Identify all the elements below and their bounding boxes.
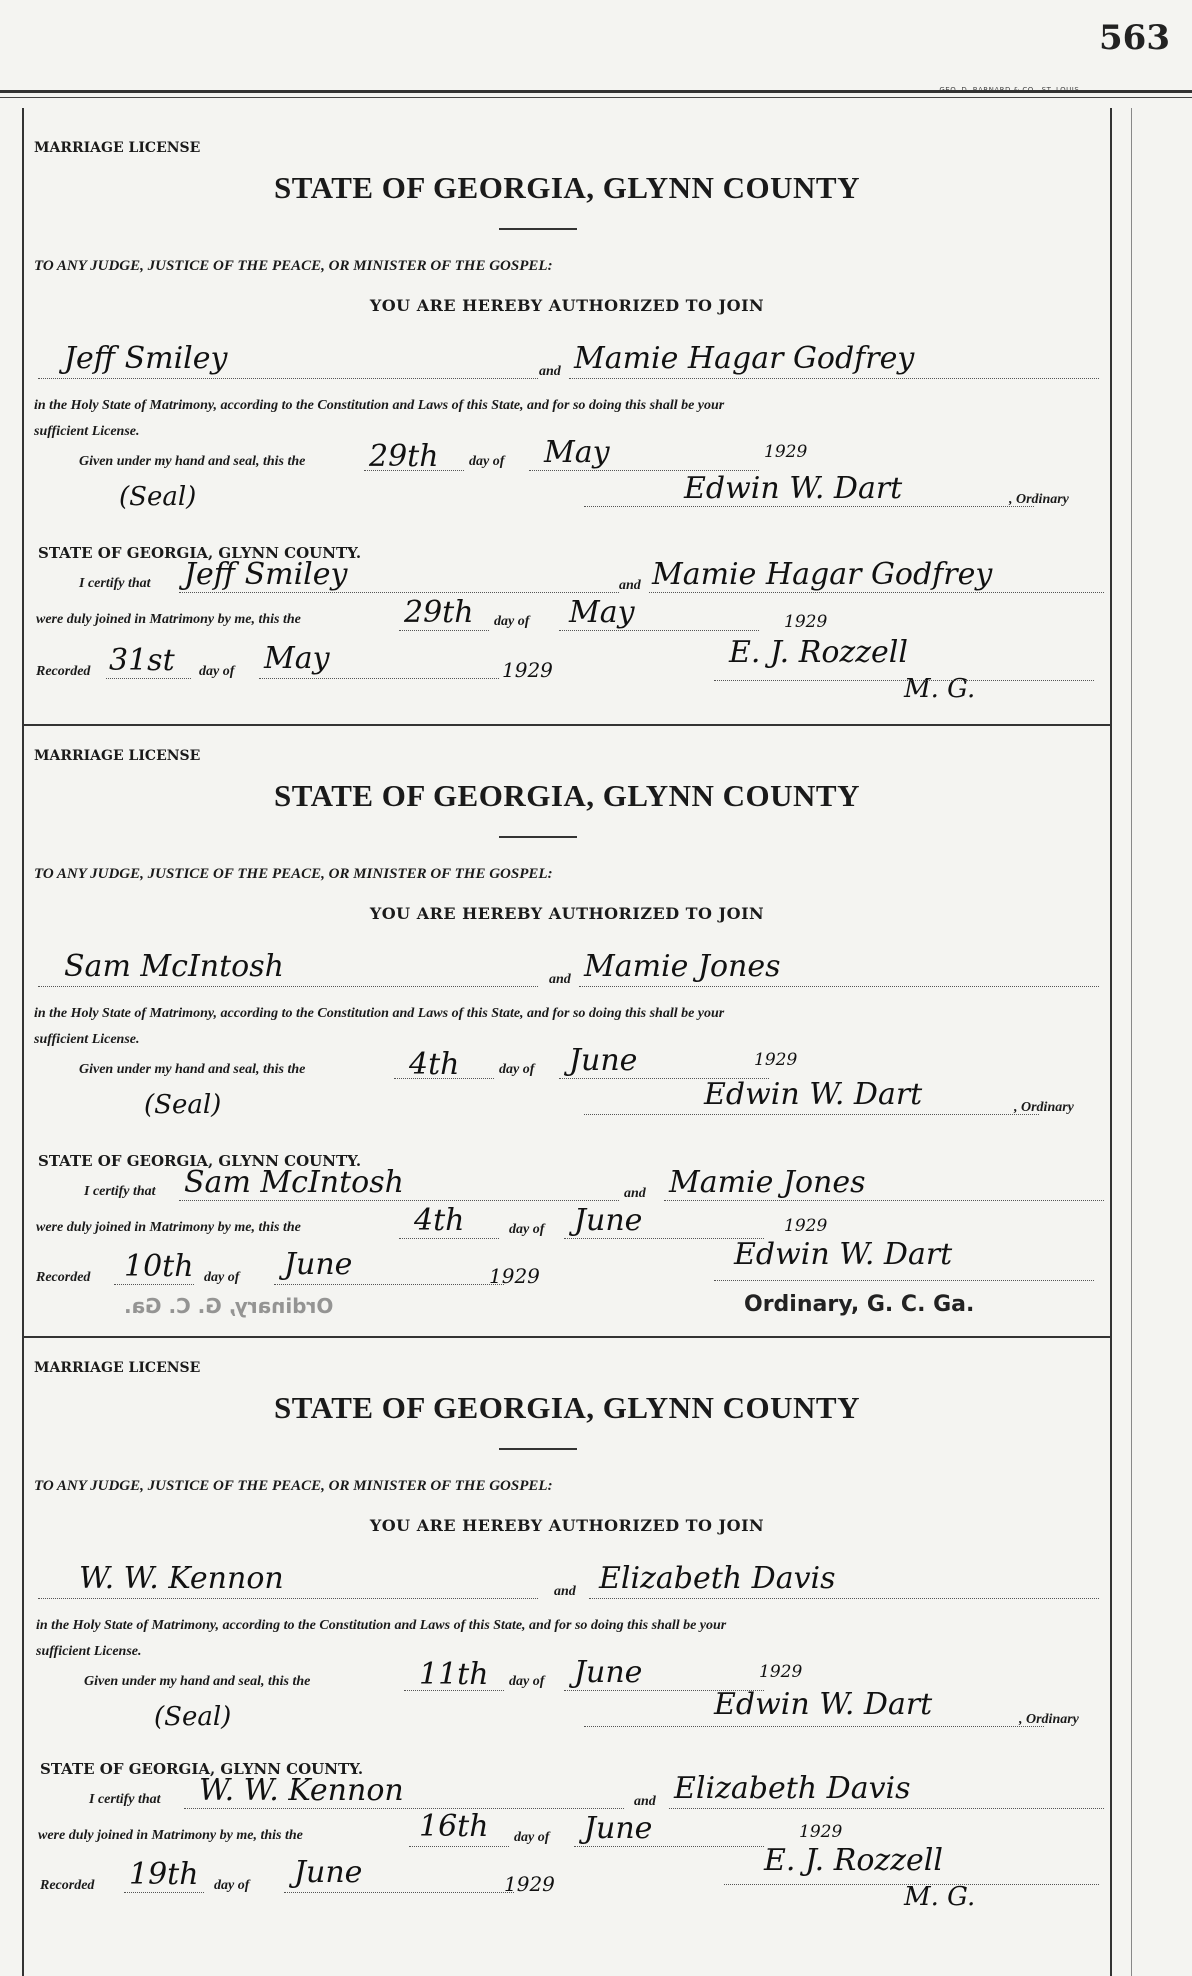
- license-label: MARRIAGE LICENSE: [34, 748, 201, 764]
- bride-line: [569, 378, 1099, 379]
- top-rule: [0, 90, 1192, 93]
- state-title: STATE OF GEORGIA, GLYNN COUNTY: [273, 778, 860, 813]
- cert-groom-line: [179, 592, 619, 593]
- duly-joined: were duly joined in Matrimony by me, this the: [36, 1220, 301, 1235]
- recorded-year: 1929: [489, 1264, 540, 1288]
- sufficient-license: sufficient License.: [34, 1032, 140, 1047]
- cert-bride: Elizabeth Davis: [674, 1771, 911, 1806]
- license-month: June: [574, 1655, 643, 1690]
- recorded-label: Recorded: [40, 1878, 95, 1893]
- officiant-signature: E. J. Rozzell: [729, 635, 908, 670]
- ordinary-line: [584, 1726, 1044, 1727]
- cert-state: STATE OF GEORGIA, GLYNN COUNTY.: [38, 544, 362, 562]
- authorized-line: YOU ARE HEREBY AUTHORIZED TO JOIN: [369, 904, 765, 923]
- recorded-day-of: day of: [199, 664, 235, 679]
- page-number: 563: [1099, 18, 1170, 58]
- ordinary-line: [584, 506, 1034, 507]
- day-of-label: day of: [499, 1062, 535, 1077]
- groom-line: [38, 378, 538, 379]
- officiant-line: [724, 1884, 1099, 1885]
- married-day: 4th: [414, 1203, 465, 1238]
- and-label: and: [554, 1584, 576, 1599]
- license-day-line: [394, 1078, 494, 1079]
- officiant-title: M. G.: [904, 674, 976, 704]
- officiant-signature: E. J. Rozzell: [764, 1843, 943, 1878]
- license-day-line: [404, 1690, 504, 1691]
- ordinary-label: , Ordinary: [1019, 1712, 1079, 1727]
- ordinary-stamp: Ordinary, G. C. Ga.: [744, 1292, 975, 1317]
- bride-line: [579, 986, 1099, 987]
- recorded-day: 10th: [124, 1249, 194, 1284]
- i-certify: I certify that: [84, 1184, 156, 1199]
- recorded-month: June: [284, 1247, 353, 1282]
- married-month: June: [574, 1203, 643, 1238]
- cert-bride: Mamie Hagar Godfrey: [652, 557, 993, 592]
- ordinary-label: , Ordinary: [1009, 492, 1069, 507]
- matrimony-line: in the Holy State of Matrimony, according to the Constitution and Laws of this State, and for so doing this shall be your: [34, 1006, 725, 1021]
- recorded-label: Recorded: [36, 1270, 91, 1285]
- i-certify: I certify that: [79, 576, 151, 591]
- recorded-month: May: [264, 641, 330, 676]
- authorized-line: YOU ARE HEREBY AUTHORIZED TO JOIN: [369, 296, 765, 315]
- recorded-day-line: [124, 1892, 204, 1893]
- license-day-line: [364, 470, 464, 471]
- cert-state: STATE OF GEORGIA, GLYNN COUNTY.: [40, 1760, 364, 1778]
- bride-name: Elizabeth Davis: [599, 1561, 836, 1596]
- recorded-day: 19th: [129, 1857, 199, 1892]
- title-rule: [499, 836, 577, 838]
- license-day: 29th: [369, 439, 439, 474]
- recorded-year: 1929: [504, 1872, 555, 1896]
- license-month: June: [569, 1043, 638, 1078]
- ordinary-signature: Edwin W. Dart: [714, 1687, 933, 1722]
- given-under: Given under my hand and seal, this the: [79, 1062, 306, 1077]
- recorded-day: 31st: [109, 643, 175, 678]
- title-rule: [499, 1448, 577, 1450]
- top-rule-thin: [0, 97, 1192, 98]
- recorded-day-of: day of: [204, 1270, 240, 1285]
- cert-groom: W. W. Kennon: [199, 1773, 404, 1808]
- ordinary-line: [584, 1114, 1039, 1115]
- recorded-day-line: [114, 1284, 194, 1285]
- seal: (Seal): [119, 482, 197, 512]
- license-label: MARRIAGE LICENSE: [34, 1360, 201, 1376]
- ordinary-label: , Ordinary: [1014, 1100, 1074, 1115]
- bride-line: [589, 1598, 1099, 1599]
- married-day-line: [399, 630, 489, 631]
- groom-name: W. W. Kennon: [79, 1561, 284, 1596]
- state-title: STATE OF GEORGIA, GLYNN COUNTY: [273, 170, 860, 205]
- stamp-bleed-through: Ordinary, G. C. Ga.: [124, 1294, 334, 1318]
- given-under: Given under my hand and seal, this the: [79, 454, 306, 469]
- married-day-line: [399, 1238, 499, 1239]
- authorized-line: YOU ARE HEREBY AUTHORIZED TO JOIN: [369, 1516, 765, 1535]
- cert-groom-line: [184, 1808, 624, 1809]
- cert-bride-line: [669, 1808, 1104, 1809]
- salutation: TO ANY JUDGE, JUSTICE OF THE PEACE, OR MINISTER OF THE GOSPEL:: [34, 1478, 553, 1494]
- married-day-of: day of: [494, 614, 530, 629]
- recorded-month-line: [284, 1892, 514, 1893]
- officiant-title: M. G.: [904, 1882, 976, 1912]
- duly-joined: were duly joined in Matrimony by me, this the: [36, 612, 301, 627]
- license-year: 1929: [759, 1662, 803, 1682]
- cert-bride: Mamie Jones: [669, 1165, 866, 1200]
- ordinary-signature: Edwin W. Dart: [704, 1077, 923, 1112]
- license-year: 1929: [764, 442, 808, 462]
- married-year: 1929: [784, 612, 828, 632]
- recorded-month: June: [294, 1855, 363, 1890]
- frame-left: [22, 108, 24, 1976]
- day-of-label: day of: [509, 1674, 545, 1689]
- separator-1: [24, 724, 1110, 726]
- salutation: TO ANY JUDGE, JUSTICE OF THE PEACE, OR MINISTER OF THE GOSPEL:: [34, 866, 553, 882]
- officiant-line: [714, 1280, 1094, 1281]
- seal: (Seal): [154, 1702, 232, 1732]
- married-year: 1929: [799, 1822, 843, 1842]
- license-month: May: [544, 435, 610, 470]
- recorded-day-of: day of: [214, 1878, 250, 1893]
- married-day: 29th: [404, 595, 474, 630]
- married-month-line: [574, 1846, 764, 1847]
- day-of-label: day of: [469, 454, 505, 469]
- frame-right-inner: [1131, 108, 1132, 1976]
- married-day-of: day of: [514, 1830, 550, 1845]
- sufficient-license: sufficient License.: [34, 424, 140, 439]
- married-day-line: [409, 1846, 509, 1847]
- married-month: June: [584, 1811, 653, 1846]
- married-month: May: [569, 595, 635, 630]
- matrimony-line: in the Holy State of Matrimony, according to the Constitution and Laws of this State, and for so doing this shall be your: [34, 398, 725, 413]
- recorded-year: 1929: [502, 658, 553, 682]
- sufficient-license: sufficient License.: [36, 1644, 142, 1659]
- groom-line: [38, 986, 538, 987]
- and-label: and: [539, 364, 561, 379]
- recorded-month-line: [259, 678, 499, 679]
- matrimony-line: in the Holy State of Matrimony, according to the Constitution and Laws of this State, and for so doing this shall be your: [36, 1618, 727, 1633]
- groom-name: Jeff Smiley: [64, 341, 228, 376]
- given-under: Given under my hand and seal, this the: [84, 1674, 311, 1689]
- groom-name: Sam McIntosh: [64, 949, 284, 984]
- bride-name: Mamie Jones: [584, 949, 781, 984]
- cert-state: STATE OF GEORGIA, GLYNN COUNTY.: [38, 1152, 362, 1170]
- seal: (Seal): [144, 1090, 222, 1120]
- cert-and: and: [619, 578, 641, 593]
- cert-groom-line: [179, 1200, 619, 1201]
- license-day: 4th: [409, 1047, 460, 1082]
- license-day: 11th: [419, 1657, 489, 1692]
- ordinary-signature: Edwin W. Dart: [684, 471, 903, 506]
- license-year: 1929: [754, 1050, 798, 1070]
- title-rule: [499, 228, 577, 230]
- recorded-day-line: [106, 678, 191, 679]
- salutation: TO ANY JUDGE, JUSTICE OF THE PEACE, OR MINISTER OF THE GOSPEL:: [34, 258, 553, 274]
- married-day-of: day of: [509, 1222, 545, 1237]
- cert-bride-line: [664, 1200, 1104, 1201]
- cert-and: and: [624, 1186, 646, 1201]
- married-year: 1929: [784, 1216, 828, 1236]
- married-day: 16th: [419, 1809, 489, 1844]
- frame-right: [1110, 108, 1112, 1976]
- separator-2: [24, 1336, 1110, 1338]
- license-label: MARRIAGE LICENSE: [34, 140, 201, 156]
- duly-joined: were duly joined in Matrimony by me, this the: [38, 1828, 303, 1843]
- officiant-line: [714, 680, 1094, 681]
- married-month-line: [559, 630, 759, 631]
- recorded-month-line: [274, 1284, 504, 1285]
- i-certify: I certify that: [89, 1792, 161, 1807]
- state-title: STATE OF GEORGIA, GLYNN COUNTY: [273, 1390, 860, 1425]
- and-label: and: [549, 972, 571, 987]
- cert-and: and: [634, 1794, 656, 1809]
- officiant-signature: Edwin W. Dart: [734, 1237, 953, 1272]
- cert-bride-line: [649, 592, 1104, 593]
- cert-groom: Jeff Smiley: [184, 557, 348, 592]
- groom-line: [38, 1598, 538, 1599]
- bride-name: Mamie Hagar Godfrey: [574, 341, 915, 376]
- recorded-label: Recorded: [36, 664, 91, 679]
- cert-groom: Sam McIntosh: [184, 1165, 404, 1200]
